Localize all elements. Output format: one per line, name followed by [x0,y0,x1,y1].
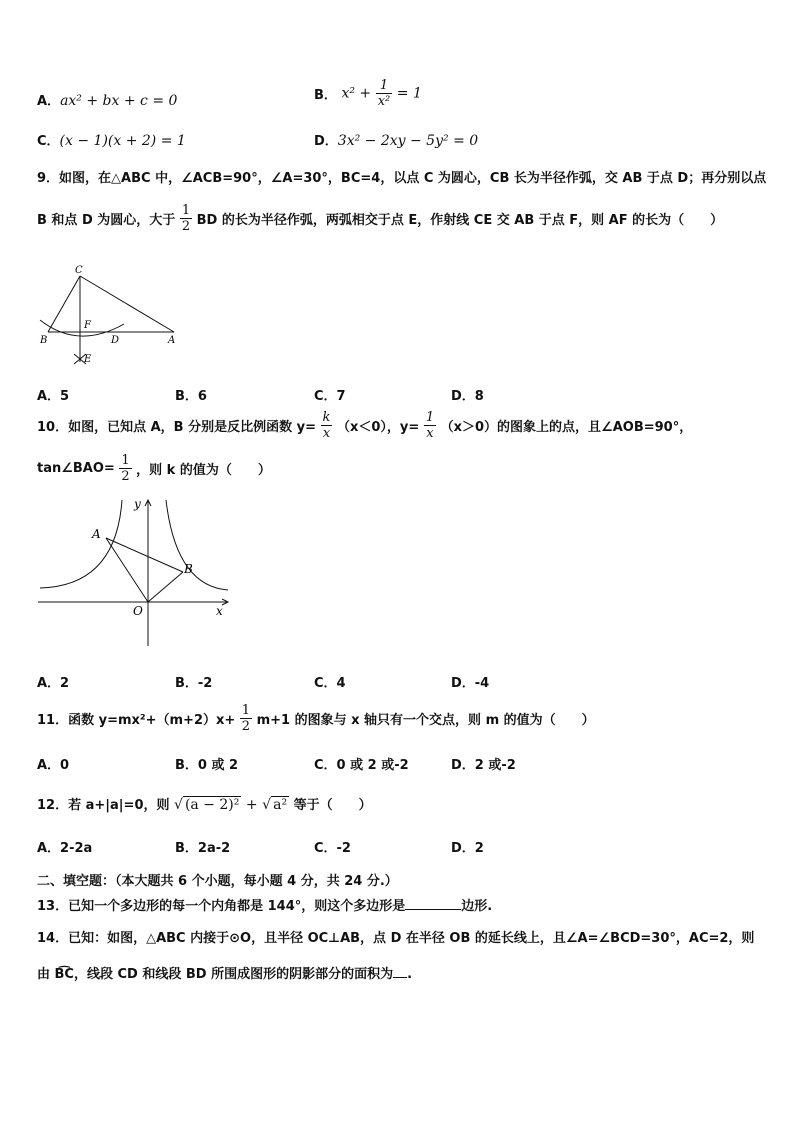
section-fill-in-heading: 二、填空题：（本大题共 6 个小题，每小题 4 分，共 24 分.） [37,874,398,889]
label-y: y [134,497,141,511]
q9-option-c: C．7 [314,389,346,404]
label-a: A [168,335,176,346]
q9-option-b: B．6 [175,389,207,404]
segment-ob [148,572,183,602]
q9-stem-line2: B 和点 D 为圆心，大于 $\frac{1}{2}$ BD 的长为半径作弧，两弧相交于点 E，作射线 CE 交 AB 于点 F，则 AF 的长为（ ） [37,203,724,234]
q10-option-d: D．-4 [451,676,490,691]
q11-option-d: D．2 或-2 [451,758,516,773]
q9-triangle-figure [34,262,184,368]
q9-fraction: $\frac{1}{2}$ [181,203,191,234]
q14-answer-blank[interactable] [393,964,407,978]
label-f: F [84,320,91,331]
q10-fraction-half: $\frac{1}{2}$ [121,453,130,484]
q10-stem-line1: 10．如图，已知点 A，B 分别是反比例函数 y= $\frac{k}{x}$ （x＜0），y= $\frac{1}{x}$ （x＞0）的图象上的点，且∠AOB=90°， [37,410,693,441]
q8-option-b-fraction: $\frac{1}{\text{x²}}$ [377,78,391,109]
q12-option-b: B．2a-2 [175,841,231,856]
q10-fraction-k-over-x: $\frac{k}{x}$ [322,410,331,441]
q9-stem-line1: 9．如图，在△ABC 中，∠ACB=90°，∠A=30°，BC=4，以点 C 为圆心，CB 长为半径作弧，交 AB 于点 D；再分别以点 [37,171,767,186]
q13-stem: 13．已知一个多边形的每一个内角都是 144°，则这个多边形是 边形. [37,895,492,914]
q14-stem-line2: 由 B͡C，线段 CD 和线段 BD 所围成图形的阴影部分的面积为 . [37,963,412,982]
q10-option-b: B．-2 [175,676,213,691]
q12-option-d: D．2 [451,841,484,856]
q8-option-b: B． x² + $\frac{1}{\text{x²}}$ = 1 [314,78,422,109]
q8-option-a: A．ax² + bx + c = 0 [37,93,178,109]
q11-option-a: A．0 [37,758,70,773]
label-x: x [216,604,223,618]
label-o: O [133,604,143,618]
q8-option-d-expr: 3x² − 2xy − 5y² = 0 [337,133,479,149]
q8-option-d: D．3x² − 2xy − 5y² = 0 [314,133,479,149]
label-a: A [92,527,101,541]
q13-answer-blank[interactable] [405,896,461,910]
label-d: D [111,335,120,346]
q12-option-a: A．2-2a [37,841,93,856]
q8-option-c: C．(x − 1)(x + 2) = 1 [37,133,186,149]
q11-option-b: B．0 或 2 [175,758,239,773]
q9-option-d: D．8 [451,389,484,404]
label-b: B [184,562,193,576]
curve-right-branch [166,500,228,590]
q11-stem: 11．函数 y=mx²+（m+2）x+ $\frac{1}{2}$ m+1 的图象与 x 轴只有一个交点，则 m 的值为（ ） [37,703,595,734]
q12-radical-2: √ a² [262,797,288,813]
q10-stem-line2: tan∠BAO= $\frac{1}{2}$ ，则 k 的值为（ ） [37,453,271,484]
arc-bd [40,320,124,336]
label-b: B [40,335,48,346]
label-e: E [84,354,92,365]
q11-fraction-half: $\frac{1}{2}$ [241,703,251,734]
q14-stem-line1: 14．已知：如图，△ABC 内接于⊙O，且半径 OC⊥AB，点 D 在半径 OB 的延长线上，且∠A=∠BCD=30°，AC=2，则 [37,931,755,946]
q9-option-a: A．5 [37,389,70,404]
segment-ca [80,276,174,332]
q12-stem: 12．若 a+|a|=0，则 √ (a − 2)² + √ a² 等于（ ） [37,797,372,813]
q10-hyperbola-figure [36,494,232,650]
q12-option-c: C．-2 [314,841,351,856]
q8-option-a-expr: ax² + bx + c = 0 [60,93,178,109]
q10-option-a: A．2 [37,676,70,691]
segment-bc [48,276,80,332]
q10-option-c: C．4 [314,676,346,691]
q12-radical-1: √ (a − 2)² [174,797,240,813]
q10-fraction-1-over-x: $\frac{1}{x}$ [425,410,435,441]
label-c: C [75,265,83,276]
q11-option-c: C．0 或 2 或-2 [314,758,409,773]
q8-option-c-expr: (x − 1)(x + 2) = 1 [59,133,186,149]
